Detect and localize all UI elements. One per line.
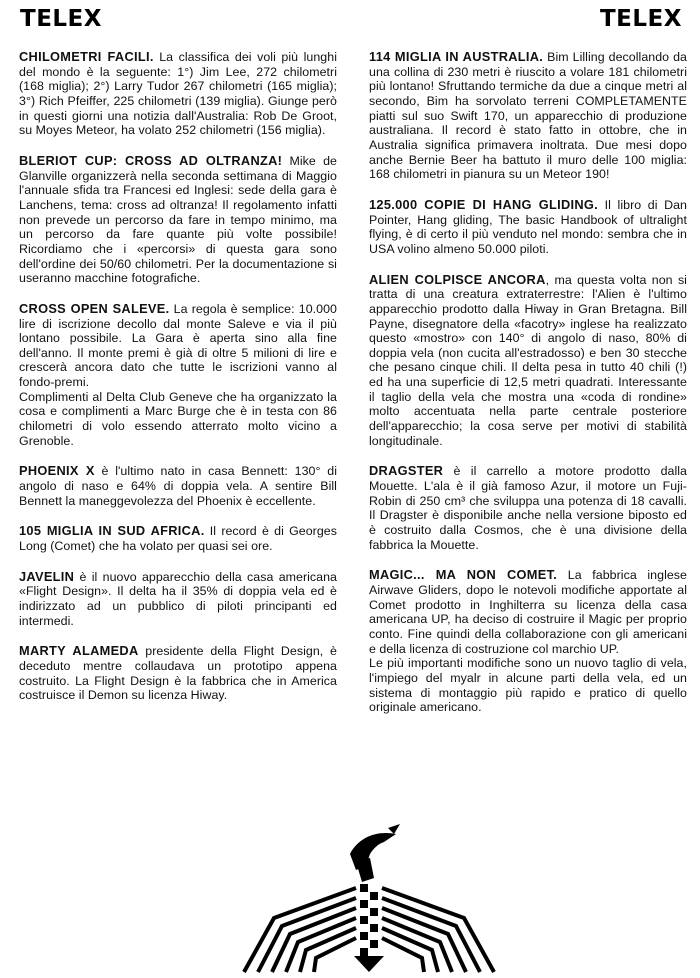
item-body: è il nuovo apparecchio della casa americana «Flight Design». Il delta ha il 35% di doppia vela ed è indirizzato ad un pubblico di piloti principanti ed intermedi. [19,569,337,628]
item-headline: CHILOMETRI FACILI. [19,49,154,64]
news-item-chilometri [19,50,337,138]
news-item-cross [19,302,337,449]
item-headline: 114 MIGLIA IN AUSTRALIA. [369,49,544,64]
item-body: presidente della Flight Design, è deceduto mentre collaudava un prototipo appena costruito. La Flight Design è la fabbrica che in America costruisce il Demon su licenza Hiway. [19,644,337,703]
news-item-magic [369,568,687,715]
item-body: è il carrello a motore prodotto dalla Mouette. L'ala è il già famoso Azur, il motore un Fuji-Robin di 250 cm³ che sviluppa una potenza di 18 cavalli. Il Dragster è disponibile anche nella versione biposto ed è costruito dalla Cosmos, che è una divisione della fabbrica la Mouette. [369,464,687,552]
item-headline: DRAGSTER [369,463,444,479]
item-body: è l'ultimo nato in casa Bennett: 130° di angolo di naso e 64% di doppia vela. A sentire Bill Bennett la maneggevolezza del Phoenix è eccellente. [19,464,338,508]
item-body: La classifica dei voli più lunghi del mondo è la seguente: 1°) Jim Lee, 272 chilometri (168 miglia); 2°) Larry Tudor 267 chilometri (165 miglia); 3°) Rich Pfeiffer, 225 chilometri (139 miglia). Giunge però in questi giorni una notizia dall'Australia: Rob De Groot, su Moyes Meteor, ha volato 252 chilometri (156 miglia). [19,50,337,138]
news-item-alien [369,273,687,449]
right-column [369,50,687,731]
item-body: Il record è di Georges Long (Comet) che ha volato per quasi sei ore. [19,524,337,554]
item-headline: CROSS OPEN SALEVE. [19,300,170,316]
item-headline: PHOENIX X [19,463,95,479]
page-header-left: TELEX [20,6,103,32]
item-body-continued: Le più importanti modifiche sono un nuovo taglio di vela, l'impiego del myalr in alcune parti della vela, ed un sistema di montaggio più rapido e pratico di quello originale americano. [369,656,687,715]
item-headline: BLERIOT CUP: CROSS AD OLTRANZA! [19,152,283,168]
item-headline: MAGIC... MA NON COMET. [369,567,558,583]
news-item-phoenix [19,464,337,508]
item-body: Il libro di Dan Pointer, Hang gliding, The basic Handbook of ultralight flying, è di certo il più venduto nel mondo: sembra che in USA volino almeno 50.000 piloti. [369,197,687,256]
item-headline: ALIEN COLPISCE ANCORA [369,271,546,287]
eagle-wings-logo-icon [238,818,500,974]
news-item-dragster [369,464,687,552]
page-header-right: TELEX [599,6,682,32]
item-body: La regola è semplice: 10.000 lire di iscrizione decollo dal monte Saleve e via il più lontano possibile. La Gara è aperta sino alla fine dell'anno. Il monte premi è già di oltre 5 milioni di lire e crescerà ancora dato che tutte le iscrizioni vanno al fondo-premi. [19,301,337,390]
left-column [19,50,337,719]
item-body: , ma questa volta non si tratta di una creatura extraterrestre: l'Alien è l'ultimo apparecchio prodotto dalla Hiway in Gran Bretagna. Bill Payne, disegnatore della «facotry» inglese ha realizzato questo «mostro» con 140° di angolo di naso, 80% di doppia vela (non cucita all'estradosso) e ben 30 stecche che pesano cinque chili. Il delta pesa in tutto 40 chili (!) ed ha una superficie di 12,5 metri quadrati. Interessante il taglio della vela che mostra una «coda di rondine» molto accentuata nella parte centrale posteriore dell'apparecchio; la cosa serve per motivi di stabilità longitudinale. [369,272,687,448]
item-headline: 125.000 COPIE DI HANG GLIDING. [369,196,599,212]
news-item-australia [369,50,687,182]
news-item-copie [369,198,687,257]
item-body-continued: Complimenti al Delta Club Geneve che ha organizzato la cosa e complimenti a Marc Burge che è in testa con 86 chilometri di volo essendo atterrato molto vicino a Grenoble. [19,389,337,448]
item-body: Mike de Glanville organizzerà nella seconda settimana di Maggio l'annuale sfida tra Francesi ed Inglesi: sede della gara è Lanchens, tema: cross ad oltranza! Il regolamento infatti non prevede un percorso da fare in tempo minimo, ma un percorso da fare quante più volte possibile! Ricordiamo che i «percorsi» di questa gara sono dell'ordine dei 50/60 chilometri. Per la documentazione si useranno macchine fotografiche. [19,153,337,286]
news-item-sudafrica [19,524,337,553]
item-headline: JAVELIN [19,568,75,584]
item-body: La fabbrica inglese Airwave Gliders, dopo le notevoli modifiche apportate al Comet prodotto in Inghilterra su licenza della casa americana UP, ha deciso di costruire il Magic per proprio conto. Fine quindi della collaborazione con gli americani e della licenza di costruzione col marchio UP. [369,568,687,656]
news-item-bleriot [19,154,337,286]
item-headline: 105 MIGLIA IN SUD AFRICA. [19,523,205,539]
item-body: Bim Lilling decollando da una collina di 230 metri è riuscito a volare 181 chilometri più lontano! Sfruttando termiche da due a cinque metri al secondo, Bim ha sorvolato terreni COMPLETAMENTE piatti sul suo Swift 170, un apparecchio di produzione australiana. Il record è stato fatto in ottobre, che in Australia significa primavera inoltrata. Due mesi dopo anche Bernie Beer ha battuto il muro delle 100 miglia: 168 chilometri in pianura su un Meteor 190! [369,50,687,182]
news-item-javelin [19,570,337,629]
news-item-marty [19,644,337,703]
item-headline: MARTY ALAMEDA [19,643,139,659]
